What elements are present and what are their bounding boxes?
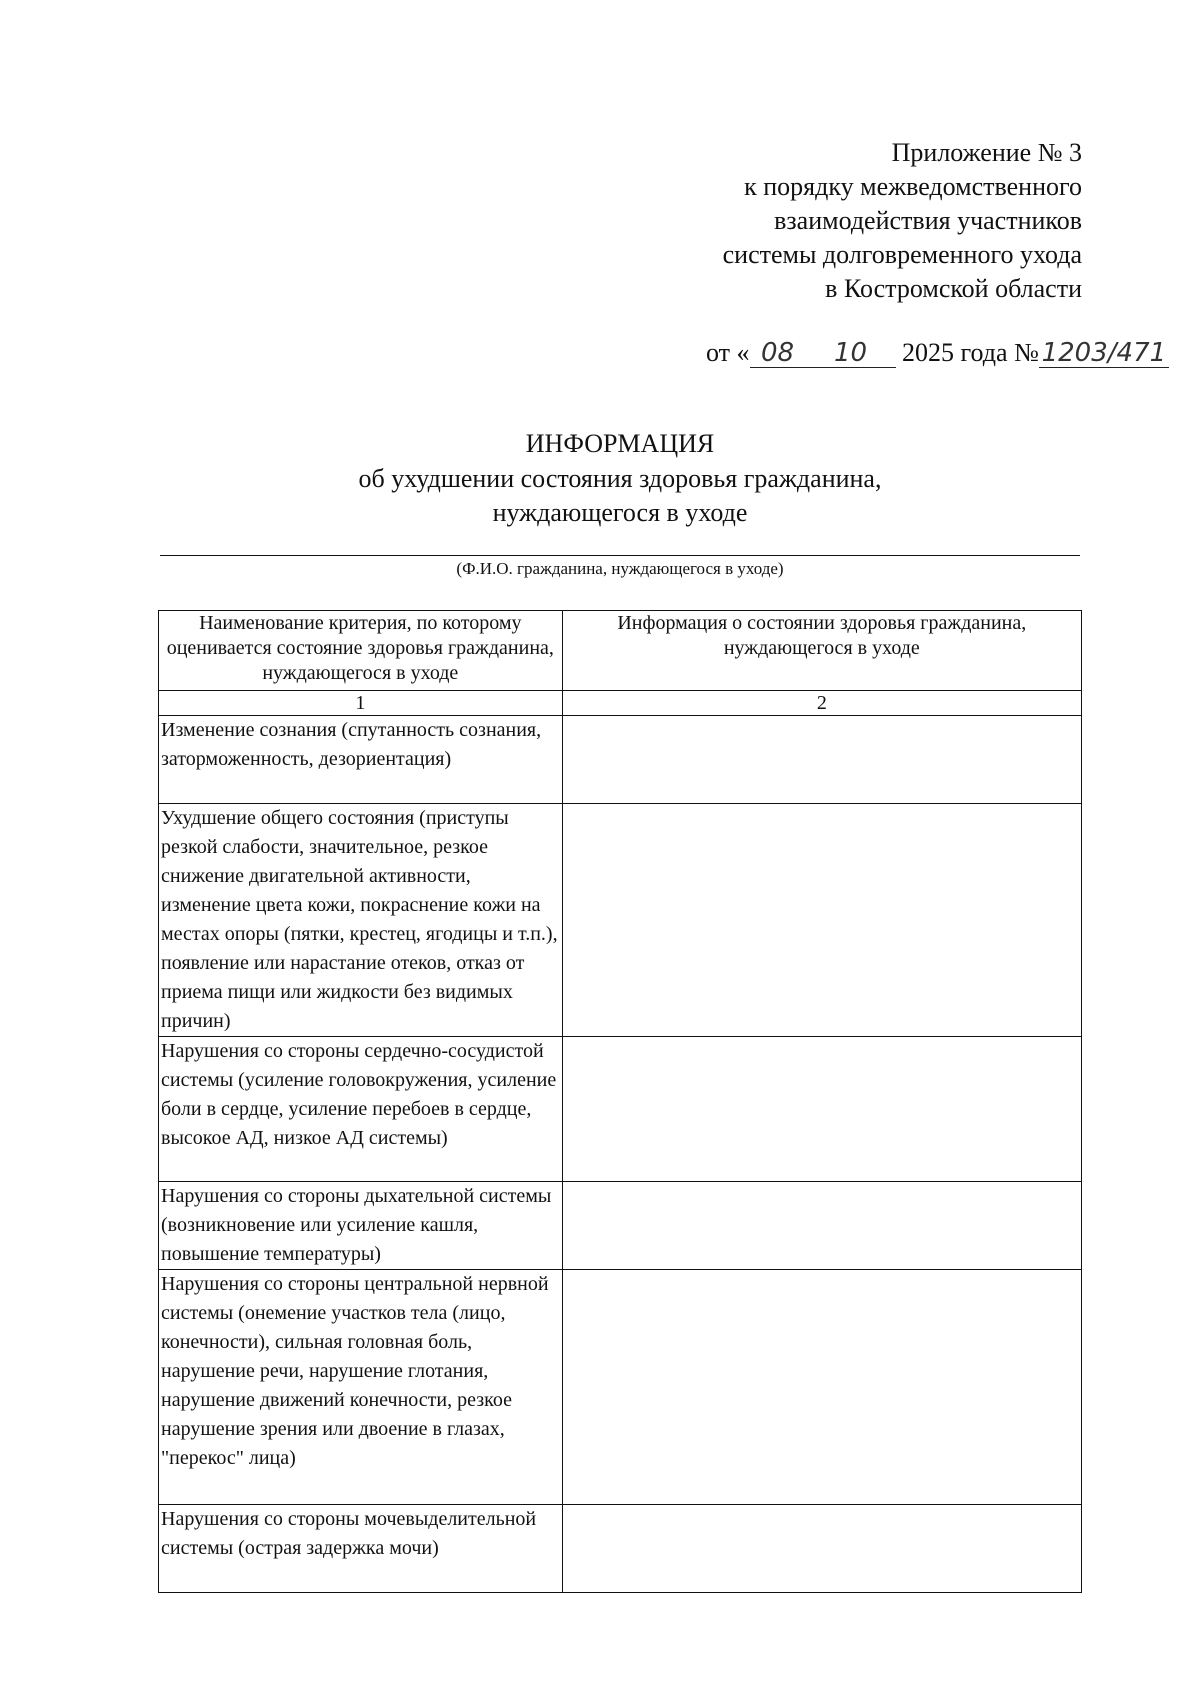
decree-number: 1203/471 (1039, 339, 1169, 368)
appendix-line: в Костромской области (825, 274, 1082, 303)
fio-caption: (Ф.И.О. гражданина, нуждающегося в уходе) (456, 559, 784, 578)
info-cell[interactable] (562, 804, 1081, 1037)
header-info: Информация о состоянии здоровья гражданина, нуждающегося в уходе (562, 611, 1081, 691)
criterion-cell: Изменение сознания (спутанность сознания, заторможенность, дезориентация) (159, 716, 563, 804)
info-cell[interactable] (562, 716, 1081, 804)
appendix-line: Приложение № 3 (891, 138, 1082, 167)
decree-prefix: от « (706, 338, 750, 367)
criterion-cell: Нарушения со стороны мочевыделительной системы (острая задержка мочи) (159, 1505, 563, 1593)
subtitle-line-1: об ухудшении состояния здоровья гражданина, (358, 464, 882, 493)
table-row (159, 1505, 1082, 1593)
info-cell[interactable] (562, 1182, 1081, 1270)
decree-year: 2025 года № (902, 338, 1039, 367)
column-number: 2 (562, 691, 1081, 716)
info-cell[interactable] (562, 1270, 1081, 1505)
table-row (159, 1037, 1082, 1182)
decree-month: 10 (806, 339, 896, 368)
decree-day: 08 (750, 339, 806, 368)
appendix-line: взаимодействия участников (774, 206, 1082, 235)
table-row (159, 716, 1082, 804)
criteria-table (158, 610, 1082, 1593)
info-cell[interactable] (562, 1505, 1081, 1593)
subtitle-line-2: нуждающегося в уходе (492, 498, 748, 527)
column-number: 1 (159, 691, 563, 716)
header-criterion: Наименование критерия, по которому оценивается состояние здоровья гражданина, нуждающегося в уходе (159, 611, 563, 691)
appendix-block (723, 136, 1082, 306)
document-title: ИНФОРМАЦИЯ (525, 429, 715, 458)
criterion-cell: Нарушения со стороны дыхательной системы (возникновение или усиление кашля, повышение температуры) (159, 1182, 563, 1270)
table-row (159, 1270, 1082, 1505)
criterion-cell: Нарушения со стороны центральной нервной системы (онемение участков тела (лицо, конечности), сильная головная боль, нарушение речи, нарушение глотания, нарушение движений конечности, резкое нарушение зрения или двоение в глазах, "перекос" лица) (159, 1270, 563, 1505)
criterion-cell: Нарушения со стороны сердечно-сосудистой системы (усиление головокружения, усиление боли в сердце, усиление перебоев в сердце, высокое АД, низкое АД системы) (159, 1037, 563, 1182)
table-row (159, 804, 1082, 1037)
document-subtitle (0, 462, 1200, 530)
decree-date-number (706, 336, 1169, 370)
table-header-row (159, 611, 1082, 691)
criterion-cell: Ухудшение общего состояния (приступы резкой слабости, значительное, резкое снижение двигательной активности, изменение цвета кожи, покраснение кожи на местах опоры (пятки, крестец, ягодицы и т.п.), появление или нарастание отеков, отказ от приема пищи или жидкости без видимых причин) (159, 804, 563, 1037)
info-cell[interactable] (562, 1037, 1081, 1182)
column-number-row (159, 691, 1082, 716)
table-row (159, 1182, 1082, 1270)
appendix-line: системы долговременного ухода (722, 240, 1082, 269)
appendix-line: к порядку межведомственного (744, 172, 1082, 201)
fio-blank-line[interactable] (160, 555, 1080, 556)
